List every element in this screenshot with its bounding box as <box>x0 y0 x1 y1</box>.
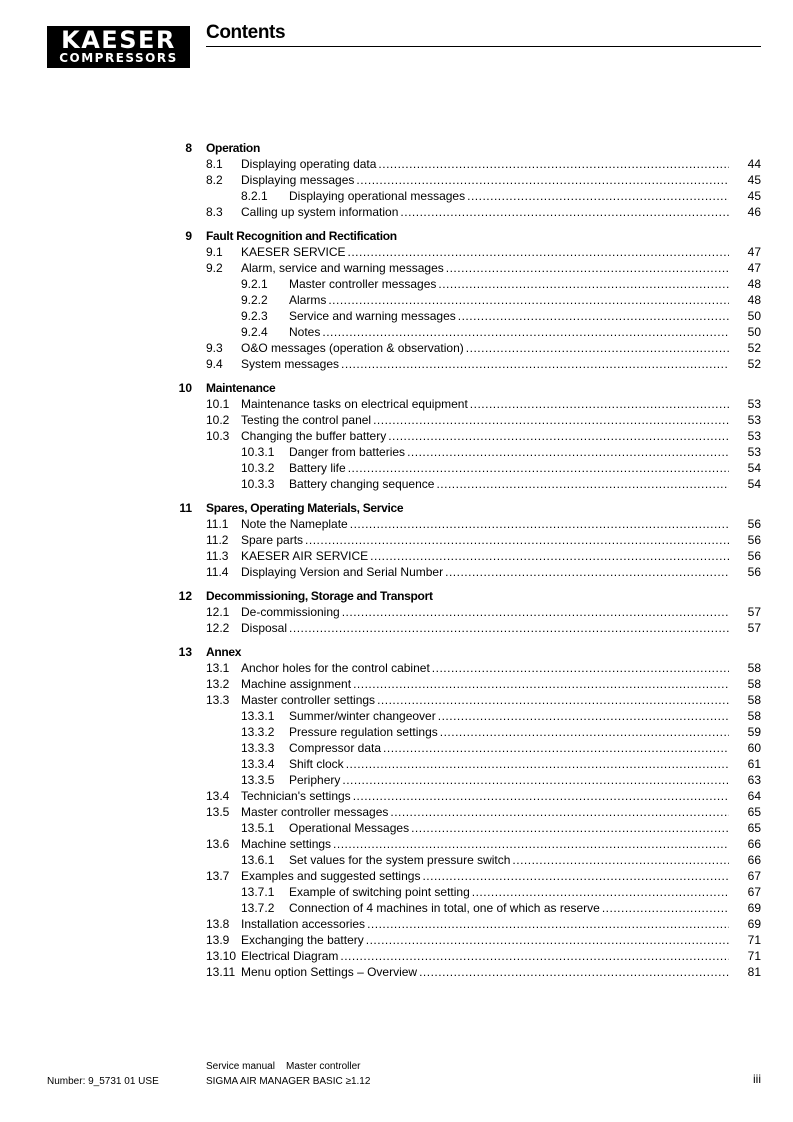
page-ref: 45 <box>747 189 761 203</box>
section-number: 11.2 <box>206 533 229 547</box>
section-title: Example of switching point setting <box>289 885 470 899</box>
section-number: 13.3 <box>206 693 230 707</box>
section-title: Installation accessories <box>241 917 366 931</box>
toc-entry[interactable] <box>170 660 761 676</box>
page-ref: 56 <box>747 565 761 579</box>
leader-dots <box>289 444 729 460</box>
section-title: Battery life <box>289 461 346 475</box>
leader-dots <box>241 516 729 532</box>
toc-chapter[interactable] <box>170 500 761 516</box>
section-number: 13.2 <box>206 677 230 691</box>
page-ref: 81 <box>747 965 761 979</box>
section-title: Displaying operating data <box>241 157 377 171</box>
toc-entry[interactable] <box>170 308 761 324</box>
toc-entry[interactable] <box>170 460 761 476</box>
section-title: Exchanging the battery <box>241 933 364 947</box>
toc-entry[interactable] <box>170 740 761 756</box>
page-ref: 56 <box>747 549 761 563</box>
page-ref: 58 <box>747 677 761 691</box>
section-title: Notes <box>289 325 321 339</box>
leader-dots <box>241 964 729 980</box>
chapter-title: Fault Recognition and Rectification <box>206 229 397 243</box>
leader-dots <box>289 324 729 340</box>
toc-entry[interactable] <box>170 156 761 172</box>
page-ref: 50 <box>747 325 761 339</box>
toc-entry[interactable] <box>170 772 761 788</box>
toc-entry[interactable] <box>170 788 761 804</box>
toc-entry[interactable] <box>170 276 761 292</box>
leader-dots <box>289 884 729 900</box>
leader-dots <box>289 820 729 836</box>
logo-line2: COMPRESSORS <box>59 51 178 65</box>
chapter-title: Maintenance <box>206 381 276 395</box>
leader-dots <box>241 428 729 444</box>
page-ref: 67 <box>747 885 761 899</box>
toc-entry[interactable] <box>170 172 761 188</box>
toc-entry[interactable] <box>170 564 761 580</box>
section-number: 13.10 <box>206 949 237 963</box>
leader-dots <box>241 396 729 412</box>
page-ref: 48 <box>747 277 761 291</box>
page-ref: 59 <box>747 725 761 739</box>
section-number: 10.2 <box>206 413 230 427</box>
toc-entry[interactable] <box>170 604 761 620</box>
leader-dots <box>289 460 729 476</box>
page-ref: 47 <box>747 261 761 275</box>
toc-entry[interactable] <box>170 356 761 372</box>
section-title: Technician's settings <box>241 789 351 803</box>
section-title: Danger from batteries <box>289 445 406 459</box>
section-title: Alarm, service and warning messages <box>241 261 444 275</box>
chapter-number: 12 <box>178 589 192 603</box>
toc-entry[interactable] <box>170 948 761 964</box>
section-title: Battery changing sequence <box>289 477 435 491</box>
page-ref: 56 <box>747 517 761 531</box>
section-title: KAESER SERVICE <box>241 245 346 259</box>
page-ref: 54 <box>747 461 761 475</box>
leader-dots <box>241 356 729 372</box>
page-ref: 54 <box>747 477 761 491</box>
section-title: Machine settings <box>241 837 332 851</box>
leader-dots <box>241 932 729 948</box>
page-ref: 48 <box>747 293 761 307</box>
toc-chapter[interactable] <box>170 228 761 244</box>
page-ref: 56 <box>747 533 761 547</box>
page-ref: 63 <box>747 773 761 787</box>
section-title: Anchor holes for the control cabinet <box>241 661 430 675</box>
page-ref: 57 <box>747 621 761 635</box>
leader-dots <box>241 916 729 932</box>
section-title: Shift clock <box>289 757 344 771</box>
section-number: 9.3 <box>206 341 223 355</box>
page-title: Contents <box>206 22 286 43</box>
section-title: Testing the control panel <box>241 413 372 427</box>
toc-chapter[interactable] <box>170 588 761 604</box>
section-number: 13.4 <box>206 789 230 803</box>
section-title: Service and warning messages <box>289 309 456 323</box>
toc-entry[interactable] <box>170 548 761 564</box>
section-number: 9.4 <box>206 357 223 371</box>
page-ref: 71 <box>747 933 761 947</box>
toc-entry[interactable] <box>170 396 761 412</box>
leader-dots <box>241 564 729 580</box>
chapter-title: Decommissioning, Storage and Transport <box>206 589 433 603</box>
toc-entry[interactable] <box>170 900 761 916</box>
section-number: 13.5 <box>206 805 230 819</box>
leader-dots <box>289 724 729 740</box>
page-ref: 50 <box>747 309 761 323</box>
section-number: 9.1 <box>206 245 223 259</box>
document-number: Number: 9_5731 01 USE <box>47 1076 159 1087</box>
page-ref: 53 <box>747 397 761 411</box>
leader-dots <box>241 692 729 708</box>
toc-entry[interactable] <box>170 244 761 260</box>
toc-entry[interactable] <box>170 852 761 868</box>
chapter-number: 11 <box>179 501 192 515</box>
section-title: Connection of 4 machines in total, one of which as reserve <box>289 901 600 915</box>
leader-dots <box>289 292 729 308</box>
section-title: Displaying messages <box>241 173 355 187</box>
table-of-contents <box>170 140 761 980</box>
page-ref: 53 <box>747 413 761 427</box>
toc-entry[interactable] <box>170 884 761 900</box>
chapter-number: 10 <box>178 381 192 395</box>
page-ref: 58 <box>747 693 761 707</box>
toc-entry[interactable] <box>170 516 761 532</box>
leader-dots <box>241 836 729 852</box>
section-title: Master controller messages <box>241 805 389 819</box>
section-number: 9.2.3 <box>241 309 268 323</box>
toc-chapter[interactable] <box>170 644 761 660</box>
section-number: 9.2.4 <box>241 325 268 339</box>
page-ref: 47 <box>747 245 761 259</box>
section-title: Master controller settings <box>241 693 376 707</box>
page-ref: 69 <box>747 917 761 931</box>
section-number: 13.3.4 <box>241 757 275 771</box>
section-number: 13.6.1 <box>241 853 275 867</box>
section-number: 11.3 <box>206 549 229 563</box>
toc-entry[interactable] <box>170 476 761 492</box>
leader-dots <box>241 604 729 620</box>
page-ref: 57 <box>747 605 761 619</box>
page-ref: 66 <box>747 837 761 851</box>
page-ref: 60 <box>747 741 761 755</box>
section-title: Disposal <box>241 621 288 635</box>
page-ref: 53 <box>747 429 761 443</box>
toc-entry[interactable] <box>170 836 761 852</box>
page-ref: 71 <box>747 949 761 963</box>
toc-entry[interactable] <box>170 964 761 980</box>
section-number: 13.3.1 <box>241 709 275 723</box>
logo-line1: KAESER <box>61 26 176 54</box>
page-ref: 44 <box>747 157 761 171</box>
section-number: 10.3.2 <box>241 461 275 475</box>
section-number: 13.9 <box>206 933 230 947</box>
section-title: Compressor data <box>289 741 382 755</box>
toc-entry[interactable] <box>170 324 761 340</box>
toc-entry[interactable] <box>170 188 761 204</box>
section-title: System messages <box>241 357 340 371</box>
leader-dots <box>241 788 729 804</box>
toc-entry[interactable] <box>170 532 761 548</box>
section-number: 13.5.1 <box>241 821 275 835</box>
toc-entry[interactable] <box>170 292 761 308</box>
section-number: 9.2.1 <box>241 277 268 291</box>
page-ref: 66 <box>747 853 761 867</box>
toc-entry[interactable] <box>170 820 761 836</box>
footer-product: SIGMA AIR MANAGER BASIC ≥1.12 <box>206 1076 371 1087</box>
toc-entry[interactable] <box>170 620 761 636</box>
section-number: 8.2 <box>206 173 223 187</box>
leader-dots <box>289 308 729 324</box>
section-title: Spare parts <box>241 533 304 547</box>
toc-entry[interactable] <box>170 428 761 444</box>
page-ref: 69 <box>747 901 761 915</box>
page-ref: 52 <box>747 341 761 355</box>
toc-chapter[interactable] <box>170 380 761 396</box>
chapter-number: 9 <box>185 229 192 243</box>
section-title: Pressure regulation settings <box>289 725 438 739</box>
section-title: Set values for the system pressure switch <box>289 853 511 867</box>
toc-entry[interactable] <box>170 260 761 276</box>
chapter-title: Operation <box>206 141 260 155</box>
section-number: 12.2 <box>206 621 230 635</box>
section-title: Alarms <box>289 293 327 307</box>
section-title: O&O messages (operation & observation) <box>241 341 464 355</box>
section-title: Note the Nameplate <box>241 517 348 531</box>
leader-dots <box>241 172 729 188</box>
leader-dots <box>241 548 729 564</box>
section-number: 13.1 <box>206 661 230 675</box>
page-ref: 58 <box>747 709 761 723</box>
footer-manual-type: Service manual Master controller <box>206 1061 361 1072</box>
toc-entry[interactable] <box>170 804 761 820</box>
section-number: 13.11 <box>206 965 236 979</box>
section-number: 13.3.5 <box>241 773 275 787</box>
section-title: Displaying operational messages <box>289 189 466 203</box>
section-title: Displaying Version and Serial Number <box>241 565 444 579</box>
leader-dots <box>241 204 729 220</box>
page-ref: 61 <box>747 757 761 771</box>
leader-dots <box>241 948 729 964</box>
leader-dots <box>241 532 729 548</box>
leader-dots <box>241 412 729 428</box>
leader-dots <box>241 660 729 676</box>
section-title: Machine assignment <box>241 677 352 691</box>
toc-entry[interactable] <box>170 708 761 724</box>
toc-chapter[interactable] <box>170 140 761 156</box>
leader-dots <box>241 340 729 356</box>
leader-dots <box>289 772 729 788</box>
section-number: 13.3.3 <box>241 741 275 755</box>
chapter-title: Spares, Operating Materials, Service <box>206 501 404 515</box>
section-title: Changing the buffer battery <box>241 429 387 443</box>
section-number: 13.6 <box>206 837 230 851</box>
section-number: 10.3.1 <box>241 445 275 459</box>
leader-dots <box>241 620 729 636</box>
toc-entry[interactable] <box>170 204 761 220</box>
chapter-title: Annex <box>206 645 242 659</box>
section-title: Calling up system information <box>241 205 399 219</box>
toc-entry[interactable] <box>170 412 761 428</box>
section-title: Electrical Diagram <box>241 949 339 963</box>
toc-entry[interactable] <box>170 868 761 884</box>
header-rule <box>206 46 761 47</box>
section-number: 13.7.1 <box>241 885 275 899</box>
page-ref: 65 <box>747 821 761 835</box>
section-title: Examples and suggested settings <box>241 869 421 883</box>
chapter-number: 13 <box>178 645 192 659</box>
section-title: Maintenance tasks on electrical equipment <box>241 397 468 411</box>
section-number: 13.8 <box>206 917 230 931</box>
toc-entry[interactable] <box>170 932 761 948</box>
page-ref: 52 <box>747 357 761 371</box>
section-number: 8.3 <box>206 205 223 219</box>
section-number: 10.3.3 <box>241 477 275 491</box>
leader-dots <box>289 852 729 868</box>
toc-entry[interactable] <box>170 444 761 460</box>
section-number: 12.1 <box>206 605 230 619</box>
section-number: 11.1 <box>206 517 229 531</box>
section-number: 10.3 <box>206 429 230 443</box>
page-ref: 67 <box>747 869 761 883</box>
page-ref: 53 <box>747 445 761 459</box>
leader-dots <box>289 708 729 724</box>
page-ref: 65 <box>747 805 761 819</box>
section-number: 13.7.2 <box>241 901 275 915</box>
kaeser-logo <box>47 26 190 68</box>
section-number: 9.2 <box>206 261 223 275</box>
leader-dots <box>241 804 729 820</box>
section-number: 11.4 <box>206 565 229 579</box>
leader-dots <box>241 244 729 260</box>
section-title: Summer/winter changeover <box>289 709 436 723</box>
leader-dots <box>241 156 729 172</box>
page-number: iii <box>753 1072 761 1086</box>
section-number: 10.1 <box>206 397 230 411</box>
toc-entry[interactable] <box>170 916 761 932</box>
leader-dots <box>289 740 729 756</box>
page-ref: 45 <box>747 173 761 187</box>
leader-dots <box>241 260 729 276</box>
leader-dots <box>289 756 729 772</box>
toc-entry[interactable] <box>170 756 761 772</box>
leader-dots <box>289 188 729 204</box>
section-number: 13.7 <box>206 869 230 883</box>
toc-entry[interactable] <box>170 676 761 692</box>
leader-dots <box>289 900 729 916</box>
leader-dots <box>241 676 729 692</box>
page-ref: 46 <box>747 205 761 219</box>
chapter-number: 8 <box>185 141 192 155</box>
toc-entry[interactable] <box>170 692 761 708</box>
page-ref: 58 <box>747 661 761 675</box>
section-number: 9.2.2 <box>241 293 268 307</box>
toc-entry[interactable] <box>170 340 761 356</box>
section-title: Periphery <box>289 773 341 787</box>
section-number: 8.2.1 <box>241 189 268 203</box>
page-ref: 64 <box>747 789 761 803</box>
toc-entry[interactable] <box>170 724 761 740</box>
section-title: Operational Messages <box>289 821 410 835</box>
section-title: Menu option Settings – Overview <box>241 965 418 979</box>
section-number: 13.3.2 <box>241 725 275 739</box>
leader-dots <box>289 276 729 292</box>
section-title: KAESER AIR SERVICE <box>241 549 369 563</box>
section-title: De-commissioning <box>241 605 340 619</box>
leader-dots <box>241 868 729 884</box>
section-number: 8.1 <box>206 157 223 171</box>
leader-dots <box>289 476 729 492</box>
section-title: Master controller messages <box>289 277 437 291</box>
